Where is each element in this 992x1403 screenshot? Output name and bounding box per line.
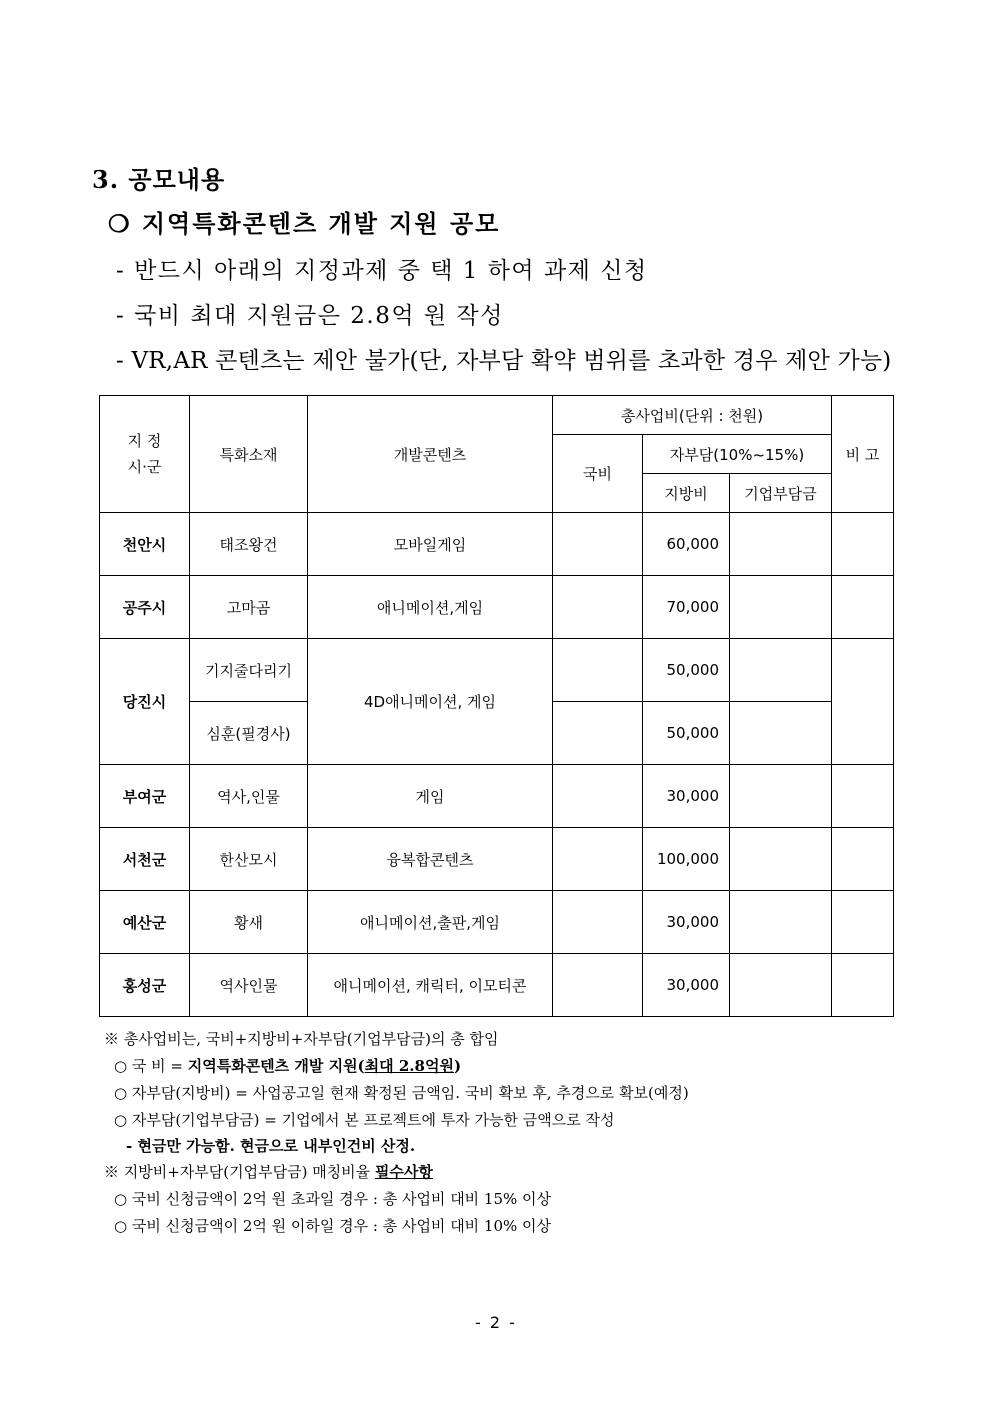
cell-material: 역사,인물	[190, 765, 308, 828]
cell-content: 애니메이션,출판,게임	[308, 891, 553, 954]
note-matching	[104, 1161, 433, 1182]
cell-content: 애니메이션, 캐릭터, 이모티콘	[308, 954, 553, 1017]
cell-remark	[832, 639, 894, 765]
cell-region: 서천군	[100, 828, 190, 891]
cell-region: 예산군	[100, 891, 190, 954]
cell-material: 심훈(필경사)	[190, 702, 308, 765]
note-national	[114, 1055, 461, 1076]
note-matching-required: 필수사항	[374, 1163, 433, 1181]
table-row	[100, 576, 894, 639]
header-material: 특화소재	[190, 396, 308, 513]
cell-content: 애니메이션,게임	[308, 576, 553, 639]
bullet-item: - 반드시 아래의 지정과제 중 택 1 하여 과제 신청	[116, 258, 648, 284]
cell-national	[553, 891, 643, 954]
header-content: 개발콘텐츠	[308, 396, 553, 513]
note-matching-prefix: ※ 지방비+자부담(기업부담금) 매칭비율	[104, 1163, 375, 1181]
page-number: - 2 -	[475, 1313, 517, 1332]
cell-material: 한산모시	[190, 828, 308, 891]
note-local: ○ 자부담(지방비) = 사업공고일 현재 확정된 금액임. 국비 확보 후, 추경으로 확보(예정)	[114, 1084, 689, 1102]
bullet-item: - VR,AR 콘텐츠는 제안 불가(단, 자부담 확약 범위를 초과한 경우 제안 가능)	[116, 348, 892, 374]
cell-national	[553, 702, 643, 765]
table-row	[100, 513, 894, 576]
cell-company	[730, 702, 832, 765]
table-row	[100, 954, 894, 1017]
cell-region: 홍성군	[100, 954, 190, 1017]
cell-local: 30,000	[643, 954, 730, 1017]
cell-region: 부여군	[100, 765, 190, 828]
cell-remark	[832, 513, 894, 576]
note-under-2b: ○ 국비 신청금액이 2억 원 이하일 경우 : 총 사업비 대비 10% 이상	[114, 1217, 552, 1235]
cell-remark	[832, 891, 894, 954]
cell-remark	[832, 954, 894, 1017]
note-national-prefix: ○ 국 비 =	[114, 1057, 188, 1075]
note-national-max: 최대 2.8억원	[364, 1057, 454, 1075]
cell-material: 고마곰	[190, 576, 308, 639]
section-heading: 3. 공모내용	[92, 165, 226, 194]
cell-national	[553, 765, 643, 828]
header-budget-group: 총사업비(단위 : 천원)	[553, 396, 832, 435]
table-row	[100, 891, 894, 954]
cell-local: 60,000	[643, 513, 730, 576]
cell-company	[730, 828, 832, 891]
header-national: 국비	[553, 435, 643, 513]
cell-content: 4D애니메이션, 게임	[308, 639, 553, 765]
cell-content: 게임	[308, 765, 553, 828]
note-cash-only: - 현금만 가능함. 현금으로 내부인건비 산정.	[126, 1137, 416, 1155]
cell-material: 황새	[190, 891, 308, 954]
bullet-item: - 국비 최대 지원금은 2.8억 원 작성	[116, 303, 504, 329]
cell-remark	[832, 765, 894, 828]
cell-local: 30,000	[643, 765, 730, 828]
cell-company	[730, 576, 832, 639]
cell-national	[553, 954, 643, 1017]
table-row	[100, 639, 894, 702]
project-table	[99, 395, 894, 1017]
cell-content: 모바일게임	[308, 513, 553, 576]
cell-region: 공주시	[100, 576, 190, 639]
cell-company	[730, 639, 832, 702]
section-subheading: ❍ 지역특화콘텐츠 개발 지원 공모	[108, 209, 501, 238]
header-local: 지방비	[643, 474, 730, 513]
cell-national	[553, 639, 643, 702]
cell-region: 당진시	[100, 639, 190, 765]
note-total-definition: ※ 총사업비는, 국비+지방비+자부담(기업부담금)의 총 합임	[104, 1030, 499, 1048]
cell-remark	[832, 576, 894, 639]
cell-local: 30,000	[643, 891, 730, 954]
cell-remark	[832, 828, 894, 891]
cell-company	[730, 513, 832, 576]
table-row	[100, 765, 894, 828]
cell-local: 70,000	[643, 576, 730, 639]
header-remark: 비 고	[832, 396, 894, 513]
cell-national	[553, 828, 643, 891]
table-row	[100, 828, 894, 891]
header-company: 기업부담금	[730, 474, 832, 513]
cell-local: 50,000	[643, 702, 730, 765]
note-national-bold: 지역특화콘텐츠 개발 지원(	[187, 1057, 365, 1075]
cell-local: 100,000	[643, 828, 730, 891]
cell-content: 융복합콘텐츠	[308, 828, 553, 891]
cell-company	[730, 765, 832, 828]
cell-company	[730, 891, 832, 954]
cell-material: 태조왕건	[190, 513, 308, 576]
cell-national	[553, 576, 643, 639]
cell-local: 50,000	[643, 639, 730, 702]
header-self-group: 자부담(10%~15%)	[643, 435, 832, 474]
note-over-2b: ○ 국비 신청금액이 2억 원 초과일 경우 : 총 사업비 대비 15% 이상	[114, 1190, 552, 1208]
cell-national	[553, 513, 643, 576]
note-company: ○ 자부담(기업부담금) = 기업에서 본 프로젝트에 투자 가능한 금액으로 작성	[114, 1111, 615, 1129]
cell-material: 역사인물	[190, 954, 308, 1017]
cell-company	[730, 954, 832, 1017]
header-region: 지 정 시·군	[100, 396, 190, 513]
note-national-close: )	[453, 1057, 462, 1075]
cell-material: 기지줄다리기	[190, 639, 308, 702]
cell-region: 천안시	[100, 513, 190, 576]
